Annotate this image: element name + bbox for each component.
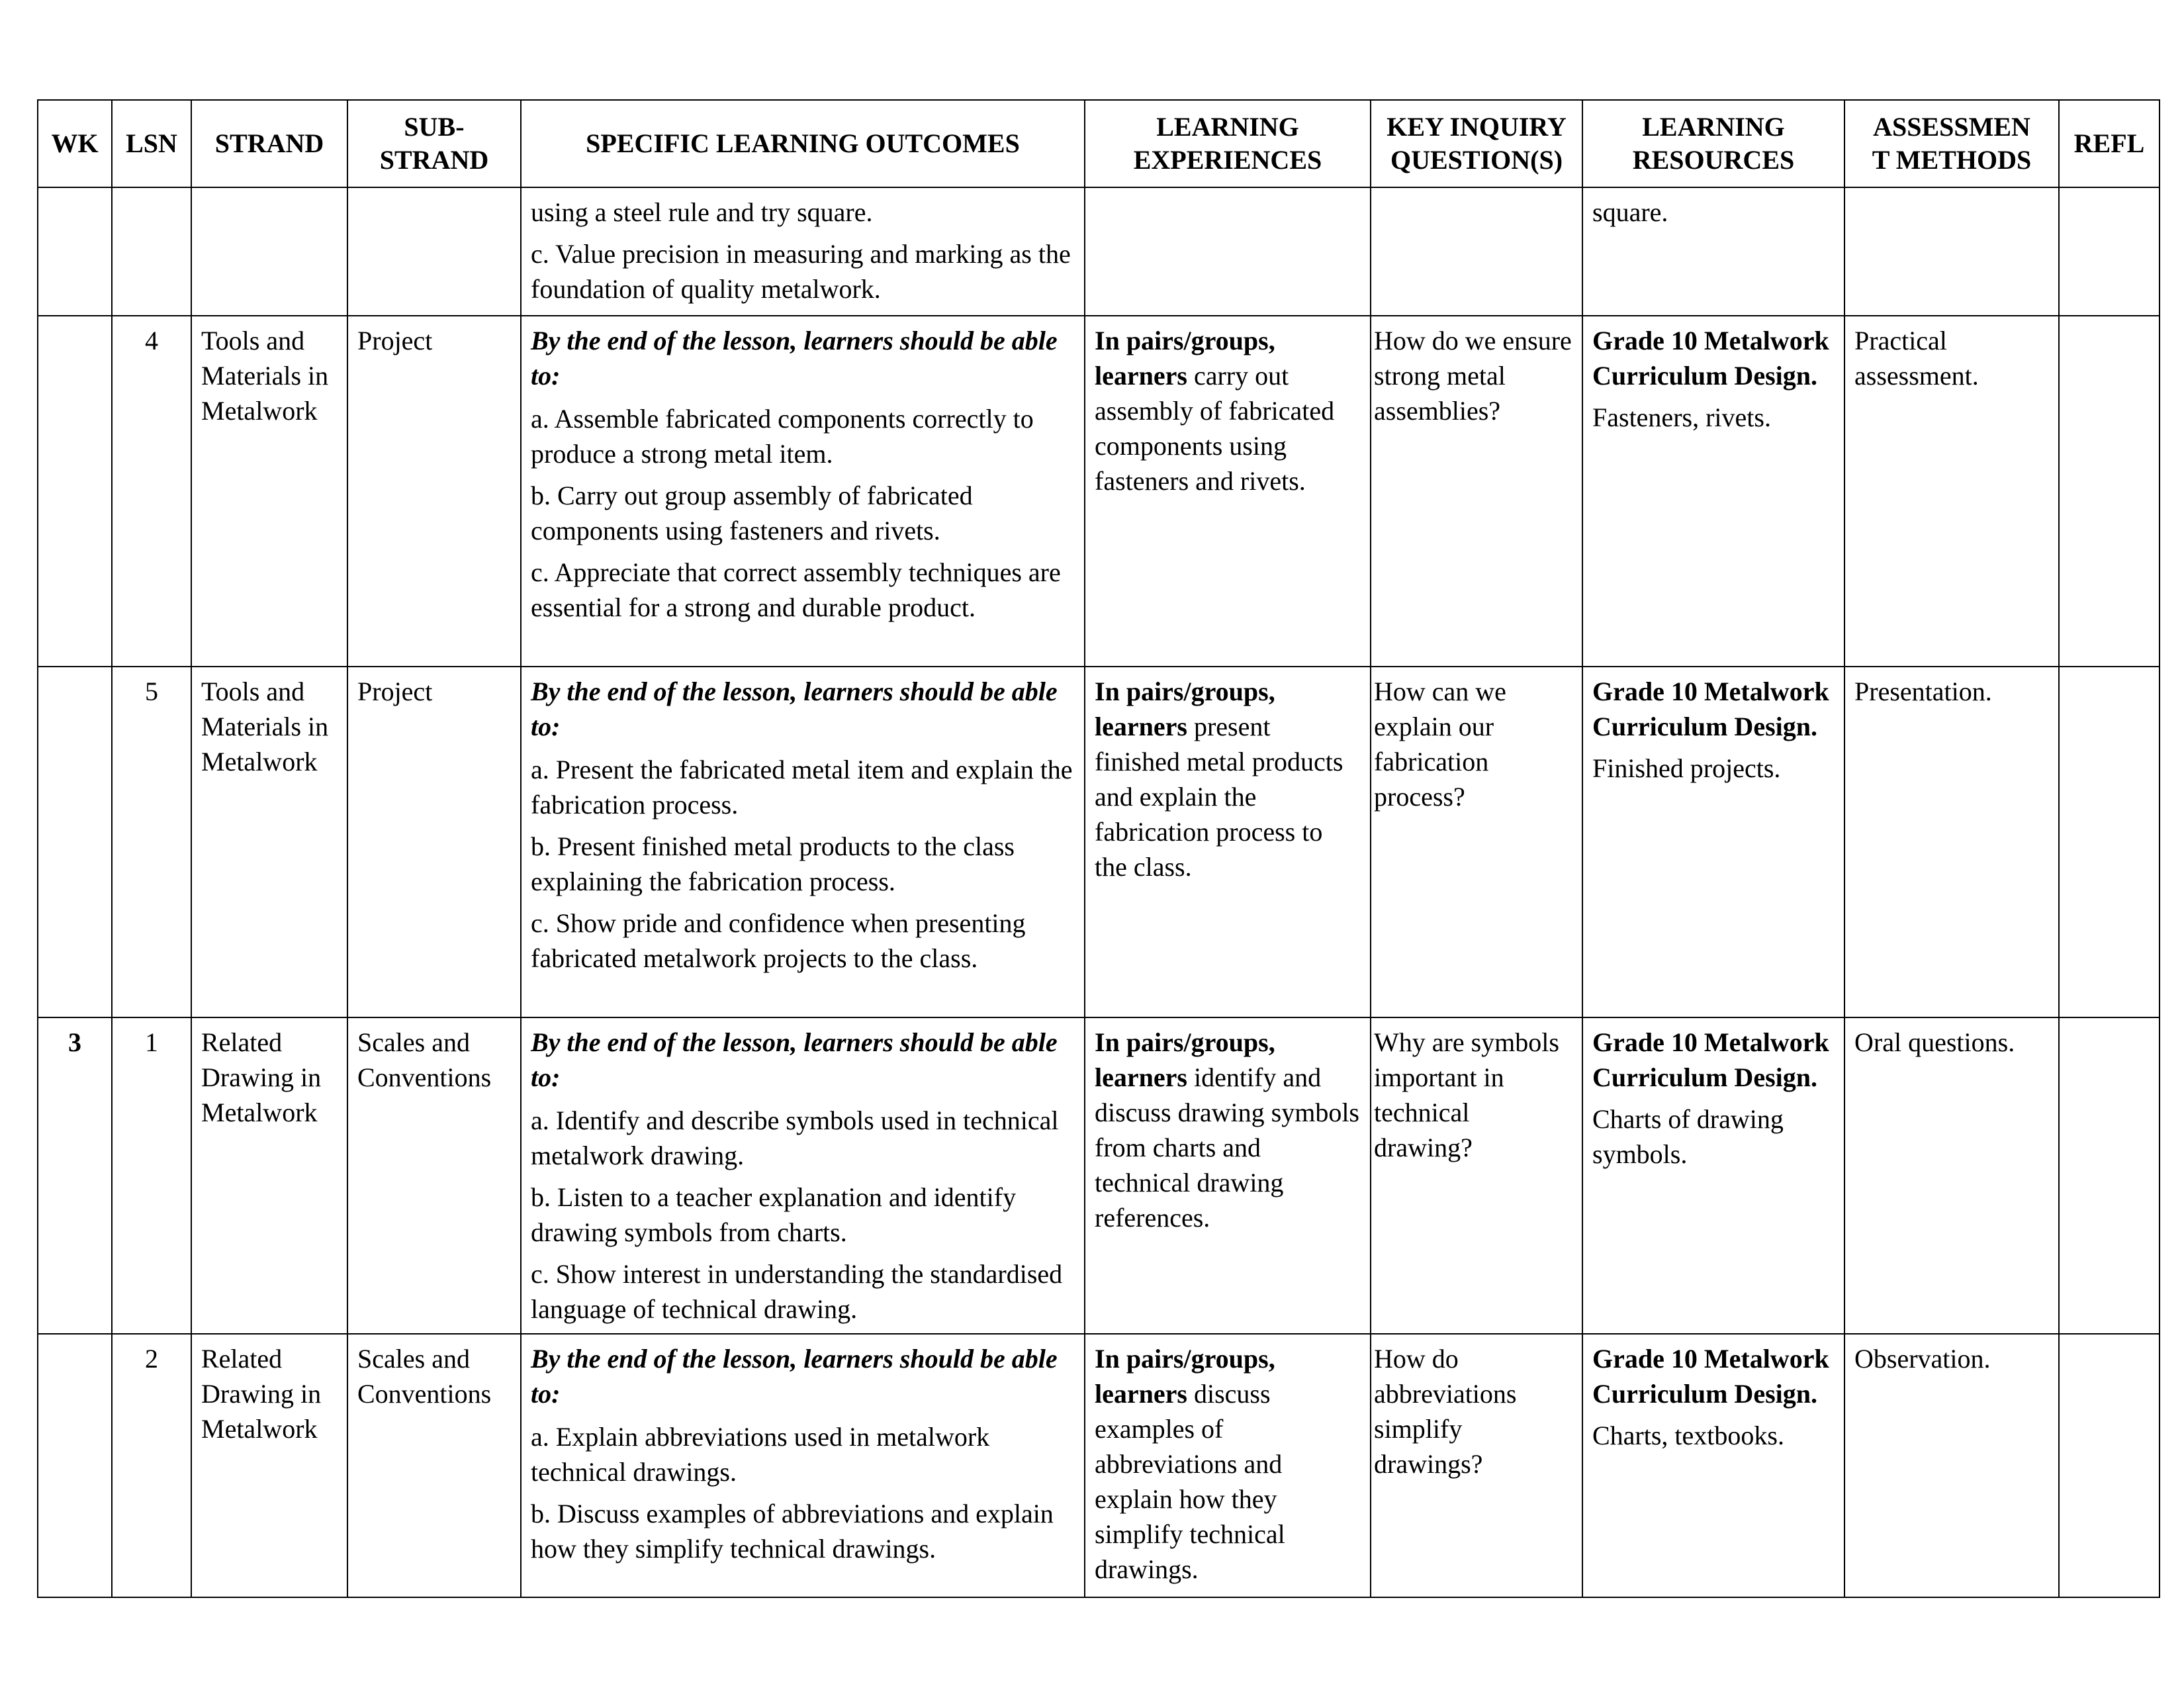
- header-wk: WK: [38, 100, 112, 187]
- lesson-cell: 1: [112, 1017, 191, 1334]
- outcomes-cell: [521, 316, 1085, 667]
- outcomes-lead: By the end of the lesson, learners should be able to:: [531, 1027, 1058, 1092]
- reflection-cell: [2059, 187, 2160, 316]
- strand-cell: [191, 187, 347, 316]
- lesson-cell: 4: [112, 316, 191, 667]
- substrand-cell: [347, 187, 521, 316]
- resource-title: Grade 10 Metalwork Curriculum Design.: [1592, 1027, 1829, 1092]
- resource-title: Grade 10 Metalwork Curriculum Design.: [1592, 1344, 1829, 1409]
- substrand-cell: Scales and Conventions: [347, 1334, 521, 1597]
- strand-cell: Related Drawing in Metalwork: [191, 1334, 347, 1597]
- outcome-item: c. Show interest in understanding the standardised language of technical drawing.: [531, 1259, 1063, 1324]
- experiences-cell: [1085, 187, 1371, 316]
- outcome-item: b. Discuss examples of abbreviations and explain how they simplify technical drawings.: [531, 1499, 1054, 1564]
- resource-text: Charts, textbooks.: [1592, 1421, 1784, 1450]
- resources-cell: [1582, 667, 1844, 1017]
- assessment-cell: [1844, 187, 2059, 316]
- table-row: [38, 187, 2160, 316]
- outcome-item: b. Carry out group assembly of fabricated components using fasteners and rivets.: [531, 481, 973, 545]
- reflection-cell: [2059, 1334, 2160, 1597]
- experience-text: discuss examples of abbreviations and explain how they simplify technical drawings.: [1095, 1379, 1285, 1584]
- lesson-cell: 2: [112, 1334, 191, 1597]
- experience-lead: In pairs/groups, learners: [1095, 1027, 1275, 1092]
- week-cell: [38, 187, 112, 316]
- assessment-cell: Practical assessment.: [1844, 316, 2059, 667]
- reflection-cell: [2059, 1017, 2160, 1334]
- outcome-item: b. Present finished metal products to the class explaining the fabrication process.: [531, 831, 1015, 896]
- resource-text: Finished projects.: [1592, 753, 1781, 783]
- inquiry-cell: Why are symbols important in technical drawing?: [1371, 1017, 1582, 1334]
- inquiry-cell: [1371, 187, 1582, 316]
- experience-text: identify and discuss drawing symbols from charts and technical drawing references.: [1095, 1062, 1359, 1233]
- lesson-cell: 5: [112, 667, 191, 1017]
- resource-title: Grade 10 Metalwork Curriculum Design.: [1592, 677, 1829, 741]
- inquiry-cell: How can we explain our fabrication process?: [1371, 667, 1582, 1017]
- experiences-cell: [1085, 1017, 1371, 1334]
- table-row: [38, 667, 2160, 1017]
- outcome-item: a. Present the fabricated metal item and explain the fabrication process.: [531, 755, 1073, 820]
- experiences-cell: [1085, 667, 1371, 1017]
- outcome-item: c. Value precision in measuring and marking as the foundation of quality metalwork.: [531, 239, 1071, 304]
- reflection-cell: [2059, 667, 2160, 1017]
- experiences-cell: [1085, 316, 1371, 667]
- resource-text: square.: [1592, 197, 1668, 227]
- resources-cell: [1582, 187, 1844, 316]
- header-lsn: LSN: [112, 100, 191, 187]
- experience-lead: In pairs/groups, learners: [1095, 677, 1275, 741]
- header-substrand: SUB- STRAND: [347, 100, 521, 187]
- outcomes-cell: [521, 187, 1085, 316]
- header-refl: REFL: [2059, 100, 2160, 187]
- strand-cell: Tools and Materials in Metalwork: [191, 316, 347, 667]
- outcome-item: a. Identify and describe symbols used in technical metalwork drawing.: [531, 1105, 1059, 1170]
- header-experiences: LEARNING EXPERIENCES: [1085, 100, 1371, 187]
- header-outcomes: SPECIFIC LEARNING OUTCOMES: [521, 100, 1085, 187]
- outcomes-lead: By the end of the lesson, learners should be able to:: [531, 1344, 1058, 1409]
- header-inquiry: KEY INQUIRY QUESTION(S): [1371, 100, 1582, 187]
- week-cell: [38, 667, 112, 1017]
- header-strand: STRAND: [191, 100, 347, 187]
- experiences-cell: [1085, 1334, 1371, 1597]
- header-resources: LEARNING RESOURCES: [1582, 100, 1844, 187]
- outcome-item: c. Appreciate that correct assembly techniques are essential for a strong and durable product.: [531, 557, 1061, 622]
- resources-cell: [1582, 1017, 1844, 1334]
- experience-text: carry out assembly of fabricated components using fasteners and rivets.: [1095, 361, 1335, 496]
- table-row: [38, 1017, 2160, 1334]
- substrand-cell: Project: [347, 316, 521, 667]
- experience-lead: In pairs/groups, learners: [1095, 326, 1275, 391]
- outcome-item: a. Explain abbreviations used in metalwork technical drawings.: [531, 1422, 990, 1487]
- outcome-item: c. Show pride and confidence when presenting fabricated metalwork projects to the class.: [531, 908, 1026, 973]
- resources-cell: [1582, 1334, 1844, 1597]
- scheme-of-work-table: [37, 99, 2160, 1598]
- assessment-cell: Oral questions.: [1844, 1017, 2059, 1334]
- outcome-item: a. Assemble fabricated components correctly to produce a strong metal item.: [531, 404, 1034, 469]
- substrand-cell: Project: [347, 667, 521, 1017]
- resources-cell: [1582, 316, 1844, 667]
- week-cell: 3: [38, 1017, 112, 1334]
- resource-text: Fasteners, rivets.: [1592, 402, 1771, 432]
- lesson-cell: [112, 187, 191, 316]
- reflection-cell: [2059, 316, 2160, 667]
- assessment-cell: Presentation.: [1844, 667, 2059, 1017]
- experience-text: present finished metal products and explain the fabrication process to the class.: [1095, 712, 1343, 882]
- header-assessment: ASSESSMEN T METHODS: [1844, 100, 2059, 187]
- resource-title: Grade 10 Metalwork Curriculum Design.: [1592, 326, 1829, 391]
- assessment-cell: Observation.: [1844, 1334, 2059, 1597]
- week-cell: [38, 1334, 112, 1597]
- table-row: [38, 316, 2160, 667]
- strand-cell: Related Drawing in Metalwork: [191, 1017, 347, 1334]
- experience-lead: In pairs/groups, learners: [1095, 1344, 1275, 1409]
- outcomes-cell: [521, 1017, 1085, 1334]
- resource-text: Charts of drawing symbols.: [1592, 1104, 1784, 1169]
- outcomes-lead: By the end of the lesson, learners should be able to:: [531, 326, 1058, 391]
- outcomes-cell: [521, 667, 1085, 1017]
- outcome-item: b. Listen to a teacher explanation and identify drawing symbols from charts.: [531, 1182, 1017, 1247]
- outcomes-cell: [521, 1334, 1085, 1597]
- week-cell: [38, 316, 112, 667]
- inquiry-cell: How do we ensure strong metal assemblies?: [1371, 316, 1582, 667]
- header-row: [38, 100, 2160, 187]
- table-row: [38, 1334, 2160, 1597]
- outcome-item: using a steel rule and try square.: [531, 197, 873, 227]
- strand-cell: Tools and Materials in Metalwork: [191, 667, 347, 1017]
- substrand-cell: Scales and Conventions: [347, 1017, 521, 1334]
- inquiry-cell: How do abbreviations simplify drawings?: [1371, 1334, 1582, 1597]
- outcomes-lead: By the end of the lesson, learners should be able to:: [531, 677, 1058, 741]
